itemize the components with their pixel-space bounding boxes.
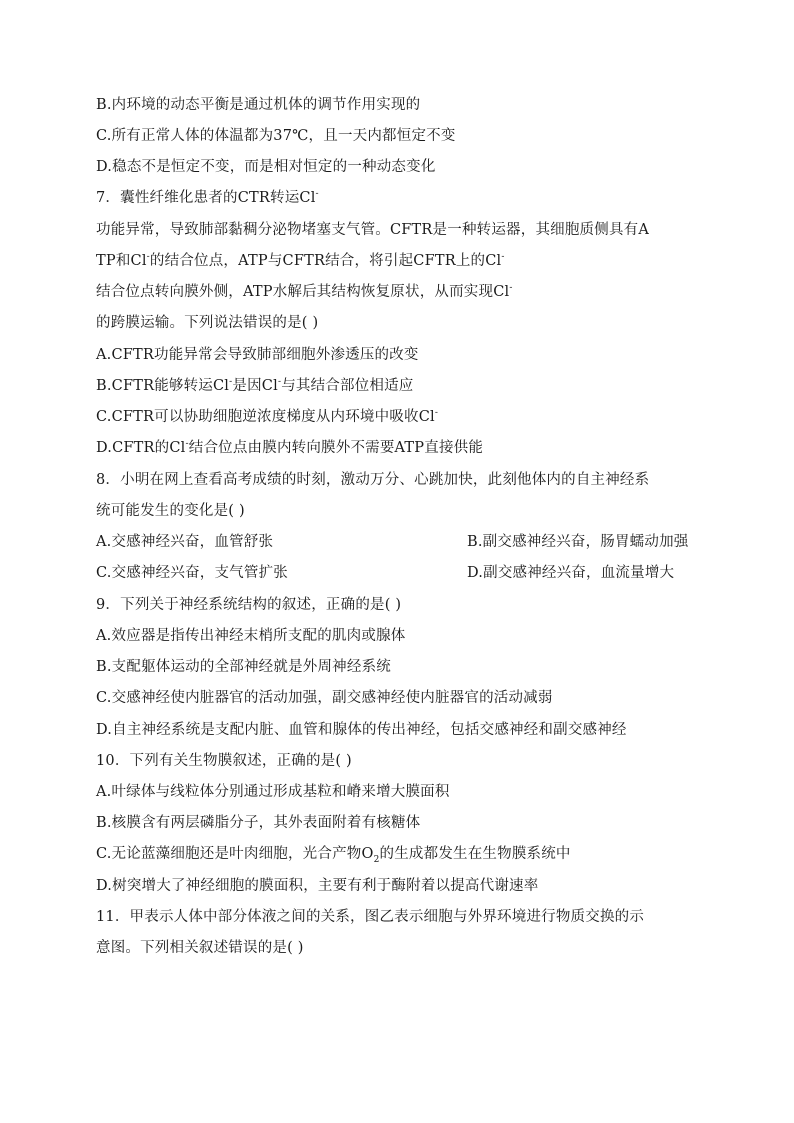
option-text: B.支配躯体运动的全部神经就是外周神经系统	[96, 659, 391, 675]
question-text: 10．下列有关生物膜叙述，正确的是( )	[96, 753, 352, 769]
q8-stem-line-1	[96, 470, 649, 490]
option-text: C.无论蓝藻细胞还是叶肉细胞，光合产物O	[96, 846, 374, 862]
question-text: 结合位点转向膜外侧，ATP水解后其结构恢复原状，从而实现Cl	[96, 284, 510, 300]
option-text: B.内环境的动态平衡是通过机体的调节作用实现的	[96, 97, 421, 113]
question-text: 7．囊性纤维化患者的CTR转运Cl	[96, 190, 316, 206]
option-text: 与其结合部位相适应	[281, 378, 414, 394]
question-text: 统可能发生的变化是( )	[96, 503, 245, 519]
q9-title	[96, 595, 401, 615]
question-text: 意图。下列相关叙述错误的是( )	[96, 940, 304, 956]
superscript: -	[434, 408, 439, 419]
q8-stem-line-2	[96, 501, 245, 521]
q8-options-row-1	[96, 532, 689, 552]
q8-options-row-2	[96, 563, 675, 583]
q6-option-c	[96, 126, 456, 146]
q7-stem-line-3	[96, 251, 505, 271]
q10-option-a	[96, 782, 450, 802]
q7-option-a	[96, 345, 419, 365]
q10-option-c	[96, 844, 571, 864]
superscript: -	[501, 252, 505, 263]
question-text: 功能异常，导致肺部黏稠分泌物堵塞支气管。CFTR是一种转运器，其细胞质侧具有A	[96, 222, 650, 238]
superscript: -	[277, 377, 282, 388]
option-text: C.交感神经使内脏器官的活动加强，副交感神经使内脏器官的活动减弱	[96, 690, 553, 706]
superscript: -	[315, 189, 319, 200]
question-text: TP和Cl	[96, 253, 147, 269]
superscript: -	[146, 252, 150, 263]
option-text: D.自主神经系统是支配内脏、血管和腺体的传出神经，包括交感神经和副交感神经	[96, 722, 627, 738]
subscript: 2	[373, 854, 380, 865]
q7-option-d	[96, 438, 483, 458]
q7-option-b	[96, 376, 414, 396]
q6-option-d	[96, 157, 436, 177]
superscript: -	[185, 439, 189, 450]
q11-stem-line-2	[96, 938, 304, 958]
q7-stem-line-4	[96, 282, 513, 302]
q10-option-d	[96, 876, 538, 896]
question-text: 的跨膜运输。下列说法错误的是( )	[96, 315, 319, 331]
option-text: D.稳态不是恒定不变，而是相对恒定的一种动态变化	[96, 159, 436, 175]
q7-option-c	[96, 407, 438, 427]
q6-option-b	[96, 95, 420, 115]
question-text: 8．小明在网上查看高考成绩的时刻，激动万分、心跳加快，此刻他体内的自主神经系	[96, 472, 650, 488]
q10-option-b	[96, 813, 420, 833]
option-text: A.效应器是指传出神经末梢所支配的肌肉或腺体	[96, 628, 406, 644]
option-text: 结合位点由膜内转向膜外不需要ATP直接供能	[188, 440, 484, 456]
question-text: 9．下列关于神经系统结构的叙述，正确的是( )	[96, 597, 402, 613]
option-text: 的生成都发生在生物膜系统中	[379, 846, 571, 862]
option-a-text: A.交感神经兴奋，血管舒张	[96, 534, 274, 550]
question-text: 11．甲表示人体中部分体液之间的关系，图乙表示细胞与外界环境进行物质交换的示	[96, 909, 645, 925]
question-text: 的结合位点，ATP与CFTR结合，将引起CFTR上的Cl	[149, 253, 502, 269]
option-d-text: D.副交感神经兴奋，血流量增大	[467, 565, 675, 581]
option-text: 是因Cl	[232, 378, 278, 394]
option-text: D.CFTR的Cl	[96, 440, 186, 456]
q9-option-b	[96, 657, 391, 677]
option-text: B.核膜含有两层磷脂分子，其外表面附着有核糖体	[96, 815, 421, 831]
q7-title	[96, 188, 319, 208]
option-text: C.所有正常人体的体温都为37℃，且一天内都恒定不变	[96, 128, 456, 144]
q11-stem-line-1	[96, 907, 644, 927]
option-text: C.CFTR可以协助细胞逆浓度梯度从内环境中吸收Cl	[96, 409, 435, 425]
q9-option-c	[96, 688, 553, 708]
option-text: B.CFTR能够转运Cl	[96, 378, 230, 394]
q9-option-a	[96, 626, 405, 646]
q7-stem-line-5	[96, 313, 318, 333]
q10-title	[96, 751, 352, 771]
option-text: A.CFTR功能异常会导致肺部细胞外渗透压的改变	[96, 347, 419, 363]
superscript: -	[509, 283, 513, 294]
q9-option-d	[96, 720, 627, 740]
option-text: D.树突增大了神经细胞的膜面积，主要有利于酶附着以提高代谢速率	[96, 878, 539, 894]
option-c-text: C.交感神经兴奋，支气管扩张	[96, 565, 288, 581]
q7-stem-line-2	[96, 220, 649, 240]
option-b-text: B.副交感神经兴奋，肠胃蠕动加强	[467, 534, 689, 550]
option-text: A.叶绿体与线粒体分别通过形成基粒和嵴来增大膜面积	[96, 784, 450, 800]
superscript: -	[229, 377, 233, 388]
